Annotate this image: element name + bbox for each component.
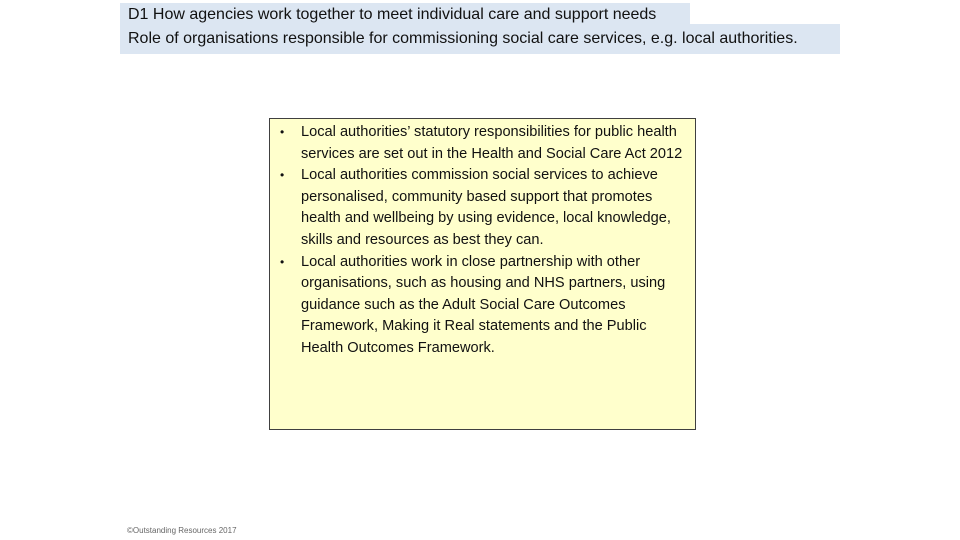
copyright-footer: ©Outstanding Resources 2017 — [127, 526, 237, 535]
bullet-marker: • — [280, 168, 285, 183]
bullet-text: Local authorities’ statutory responsibilities for public health services are set out in the Health and Social Care Act 2012 — [301, 124, 683, 162]
page-subtitle: Role of organisations responsible for commissioning social care services, e.g. local authorities. — [120, 24, 840, 54]
bullet-item — [278, 165, 689, 251]
info-text-box — [269, 118, 696, 430]
bullet-list — [278, 122, 689, 360]
bullet-marker: • — [280, 254, 285, 269]
bullet-marker: • — [280, 125, 285, 139]
bullet-item — [278, 252, 689, 360]
bullet-item — [278, 122, 689, 165]
bullet-text: Local authorities work in close partnership with other organisations, such as housing and NHS partners, using guidance such as the Adult Social Care Outcomes Framework, Making it Real statements and the Public Health Outcomes Framework. — [301, 253, 666, 356]
bullet-text: Local authorities commission social services to achieve personalised, community based support that promotes health and wellbeing by using evidence, local knowledge, skills and resources as best they can. — [301, 167, 671, 248]
page-title: D1 How agencies work together to meet individual care and support needs — [120, 3, 690, 27]
